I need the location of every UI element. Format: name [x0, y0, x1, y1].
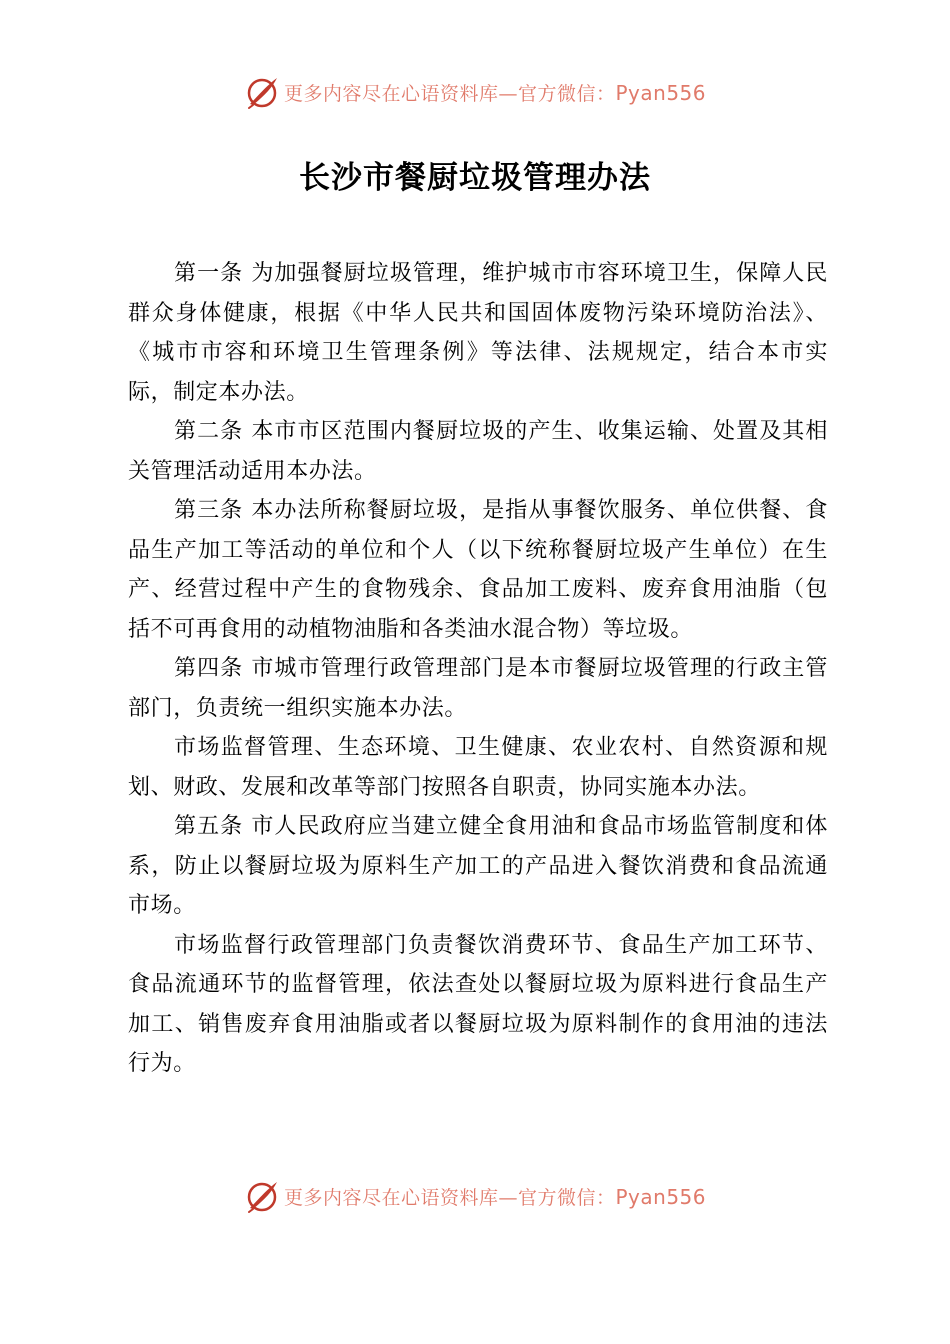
- paragraph-article-4: 第四条 市城市管理行政管理部门是本市餐厨垃圾管理的行政主管部门，负责统一组织实施本办法。: [128, 656, 828, 721]
- document-title: 长沙市餐厨垃圾管理办法: [299, 160, 651, 196]
- paragraph-article-5-cont: 市场监督行政管理部门负责餐饮消费环节、食品生产加工环节、食品流通环节的监督管理，依法查处以餐厨垃圾为原料进行食品生产加工、销售废弃食用油脂或者以餐厨垃圾为原料制作的食用油的违法行为。: [128, 932, 828, 1076]
- paragraph-article-5: 第五条 市人民政府应当建立健全食用油和食品市场监管制度和体系，防止以餐厨垃圾为原料生产加工的产品进入餐饮消费和食品流通市场。: [128, 814, 828, 918]
- watermark-text: 更多内容尽在心语资料库—官方微信：Pyan556: [283, 80, 707, 105]
- paragraph-article-3: 第三条 本办法所称餐厨垃圾，是指从事餐饮服务、单位供餐、食品生产加工等活动的单位和个人（以下统称餐厨垃圾产生单位）在生产、经营过程中产生的食物残余、食品加工废料、废弃食用油脂（包括不可再食用的动植物油脂和各类油水混合物）等垃圾。: [128, 498, 828, 642]
- paragraph-article-4-cont: 市场监督管理、生态环境、卫生健康、农业农村、自然资源和规划、财政、发展和改革等部门按照各自职责，协同实施本办法。: [128, 735, 828, 800]
- wechat-id: Pyan556: [615, 80, 707, 105]
- paragraph-article-1: 第一条 为加强餐厨垃圾管理，维护城市市容环境卫生，保障人民群众身体健康，根据《中华人民共和国固体废物污染环境防治法》、《城市市容和环境卫生管理条例》等法律、法规规定，结合本市实际，制定本办法。: [128, 261, 828, 405]
- footer-watermark: [0, 1176, 950, 1216]
- paragraph-article-2: 第二条 本市市区范围内餐厨垃圾的产生、收集运输、处置及其相关管理活动适用本办法。: [128, 419, 828, 484]
- watermark-text: 更多内容尽在心语资料库—官方微信：Pyan556: [283, 1184, 707, 1209]
- quill-logo-icon: [244, 74, 280, 110]
- wechat-id: Pyan556: [615, 1184, 707, 1209]
- header-watermark: [0, 72, 950, 112]
- quill-logo-icon: [244, 1178, 280, 1214]
- document-body: [128, 254, 828, 1084]
